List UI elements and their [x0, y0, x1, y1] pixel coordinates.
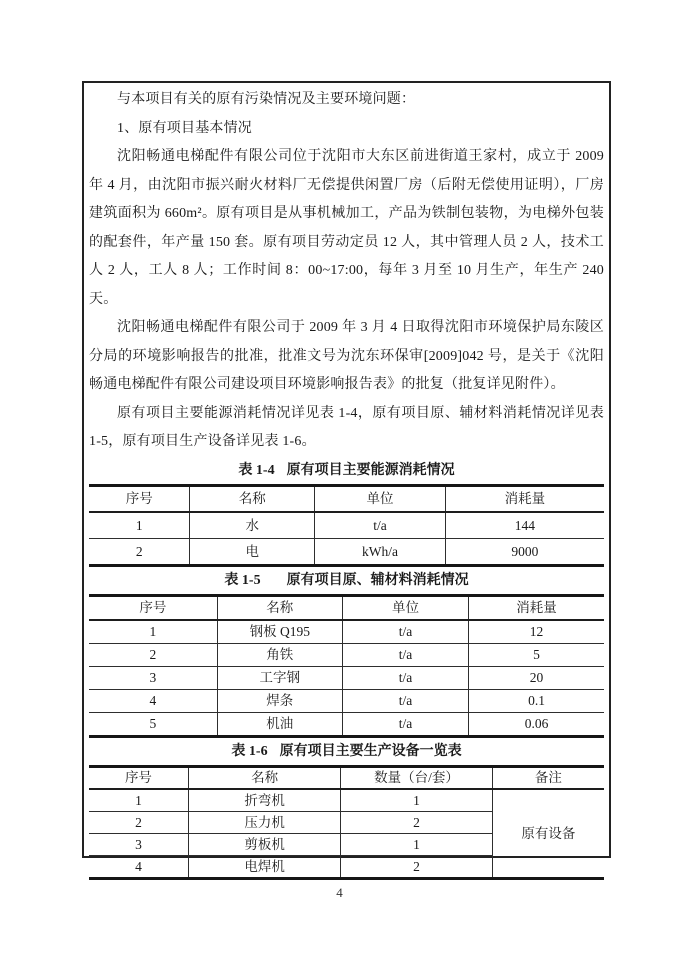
cell: t/a [342, 666, 468, 689]
paragraph-project-basics: 沈阳畅通电梯配件有限公司位于沈阳市大东区前进街道王家村，成立于 2009 年 4 月，由沈阳市振兴耐火材料厂无偿提供闲置厂房（后附无偿使用证明），厂房建筑面积为 660m²。原有项目是从事机械加工，产品为铁制包装物，为电梯外包装的配套件，年产量 150 套。原有项目劳动定员 12 人，其中管理人员 2 人，技术工人 2 人，工人 8 人；工作时间 8：00~17:00，每年 3 月至 10 月生产，年生产 240 天。 [89, 149, 604, 307]
cell: 2 [341, 811, 492, 833]
cell: 4 [89, 689, 217, 712]
table-header-row [89, 766, 604, 789]
table-1-5-title-label: 表 1-5 [224, 572, 261, 588]
cell: 144 [445, 512, 604, 539]
table-1-4-title-text: 原有项目主要能源消耗情况 [286, 462, 455, 478]
cell: 0.1 [469, 689, 604, 712]
table-1-5-title-text: 原有项目原、辅材料消耗情况 [286, 572, 469, 588]
cell: 4 [89, 855, 188, 878]
cell: 电 [190, 538, 315, 565]
col-header: 名称 [217, 595, 342, 620]
table-row [89, 789, 604, 812]
cell: 水 [190, 512, 315, 539]
cell: 钢板 Q195 [217, 620, 342, 644]
table-header-row [89, 595, 604, 620]
cell: 机油 [217, 712, 342, 736]
cell: t/a [315, 512, 446, 539]
paragraph-table-refs: 原有项目主要能源消耗情况详见表 1-4，原有项目原、辅材料消耗情况详见表 1-5，原有项目生产设备详见表 1-6。 [89, 405, 604, 449]
cell: 1 [341, 789, 492, 812]
col-header: 单位 [315, 485, 446, 512]
cell: 1 [341, 833, 492, 855]
cell: 2 [89, 811, 188, 833]
cell: t/a [342, 620, 468, 644]
cell: 5 [469, 643, 604, 666]
col-header: 序号 [89, 595, 217, 620]
cell: 角铁 [217, 643, 342, 666]
cell: 剪板机 [188, 833, 340, 855]
col-header: 备注 [492, 766, 604, 789]
cell: 折弯机 [188, 789, 340, 812]
table-row [89, 620, 604, 644]
cell: 工字钢 [217, 666, 342, 689]
cell: t/a [342, 689, 468, 712]
cell: 2 [341, 855, 492, 878]
col-header: 消耗量 [469, 595, 604, 620]
cell: 3 [89, 666, 217, 689]
intro-line: 与本项目有关的原有污染情况及主要环境问题： [117, 92, 416, 107]
cell: t/a [342, 712, 468, 736]
table-1-5-title [89, 571, 604, 590]
col-header: 消耗量 [445, 485, 604, 512]
table-1-6-title [89, 742, 604, 761]
table-row [89, 712, 604, 736]
cell: 1 [89, 620, 217, 644]
cell: 0.06 [469, 712, 604, 736]
table-row [89, 666, 604, 689]
table-1-4-title [89, 461, 604, 480]
cell: 2 [89, 538, 190, 565]
col-header: 单位 [342, 595, 468, 620]
remark-merged-cell: 原有设备 [492, 789, 604, 879]
cell: 1 [89, 512, 190, 539]
col-header: 数量（台/套） [341, 766, 492, 789]
table-row [89, 538, 604, 565]
document-frame [82, 81, 611, 874]
cell: 焊条 [217, 689, 342, 712]
col-header: 序号 [89, 766, 188, 789]
cell: 9000 [445, 538, 604, 565]
section-heading: 1、原有项目基本情况 [117, 120, 252, 136]
paragraph-approval: 沈阳畅通电梯配件有限公司于 2009 年 3 月 4 日取得沈阳市环境保护局东陵区分局的环境影响报告的批准，批准文号为沈东环保审[2009]042 号，是关于《沈阳畅通电梯配件有限公司建设项目环境影响报告表》的批复（批复详见附件）。 [89, 320, 604, 392]
cell: 3 [89, 833, 188, 855]
table-row [89, 643, 604, 666]
cell: 1 [89, 789, 188, 812]
table-raw-materials [89, 594, 604, 738]
table-energy-consumption [89, 484, 604, 567]
col-header: 名称 [188, 766, 340, 789]
cell: 20 [469, 666, 604, 689]
cell: t/a [342, 643, 468, 666]
cell: 电焊机 [188, 855, 340, 878]
table-1-6-title-label: 表 1-6 [231, 743, 268, 759]
cell: 12 [469, 620, 604, 644]
table-row [89, 689, 604, 712]
table-1-4-title-label: 表 1-4 [238, 462, 275, 478]
table-production-equipment [89, 765, 604, 880]
cell: 5 [89, 712, 217, 736]
cell: kWh/a [315, 538, 446, 565]
table-1-6-title-text: 原有项目主要生产设备一览表 [279, 743, 462, 759]
page-number: 4 [336, 885, 343, 900]
col-header: 序号 [89, 485, 190, 512]
table-header-row [89, 485, 604, 512]
col-header: 名称 [190, 485, 315, 512]
cell: 2 [89, 643, 217, 666]
cell: 压力机 [188, 811, 340, 833]
table-row [89, 512, 604, 539]
